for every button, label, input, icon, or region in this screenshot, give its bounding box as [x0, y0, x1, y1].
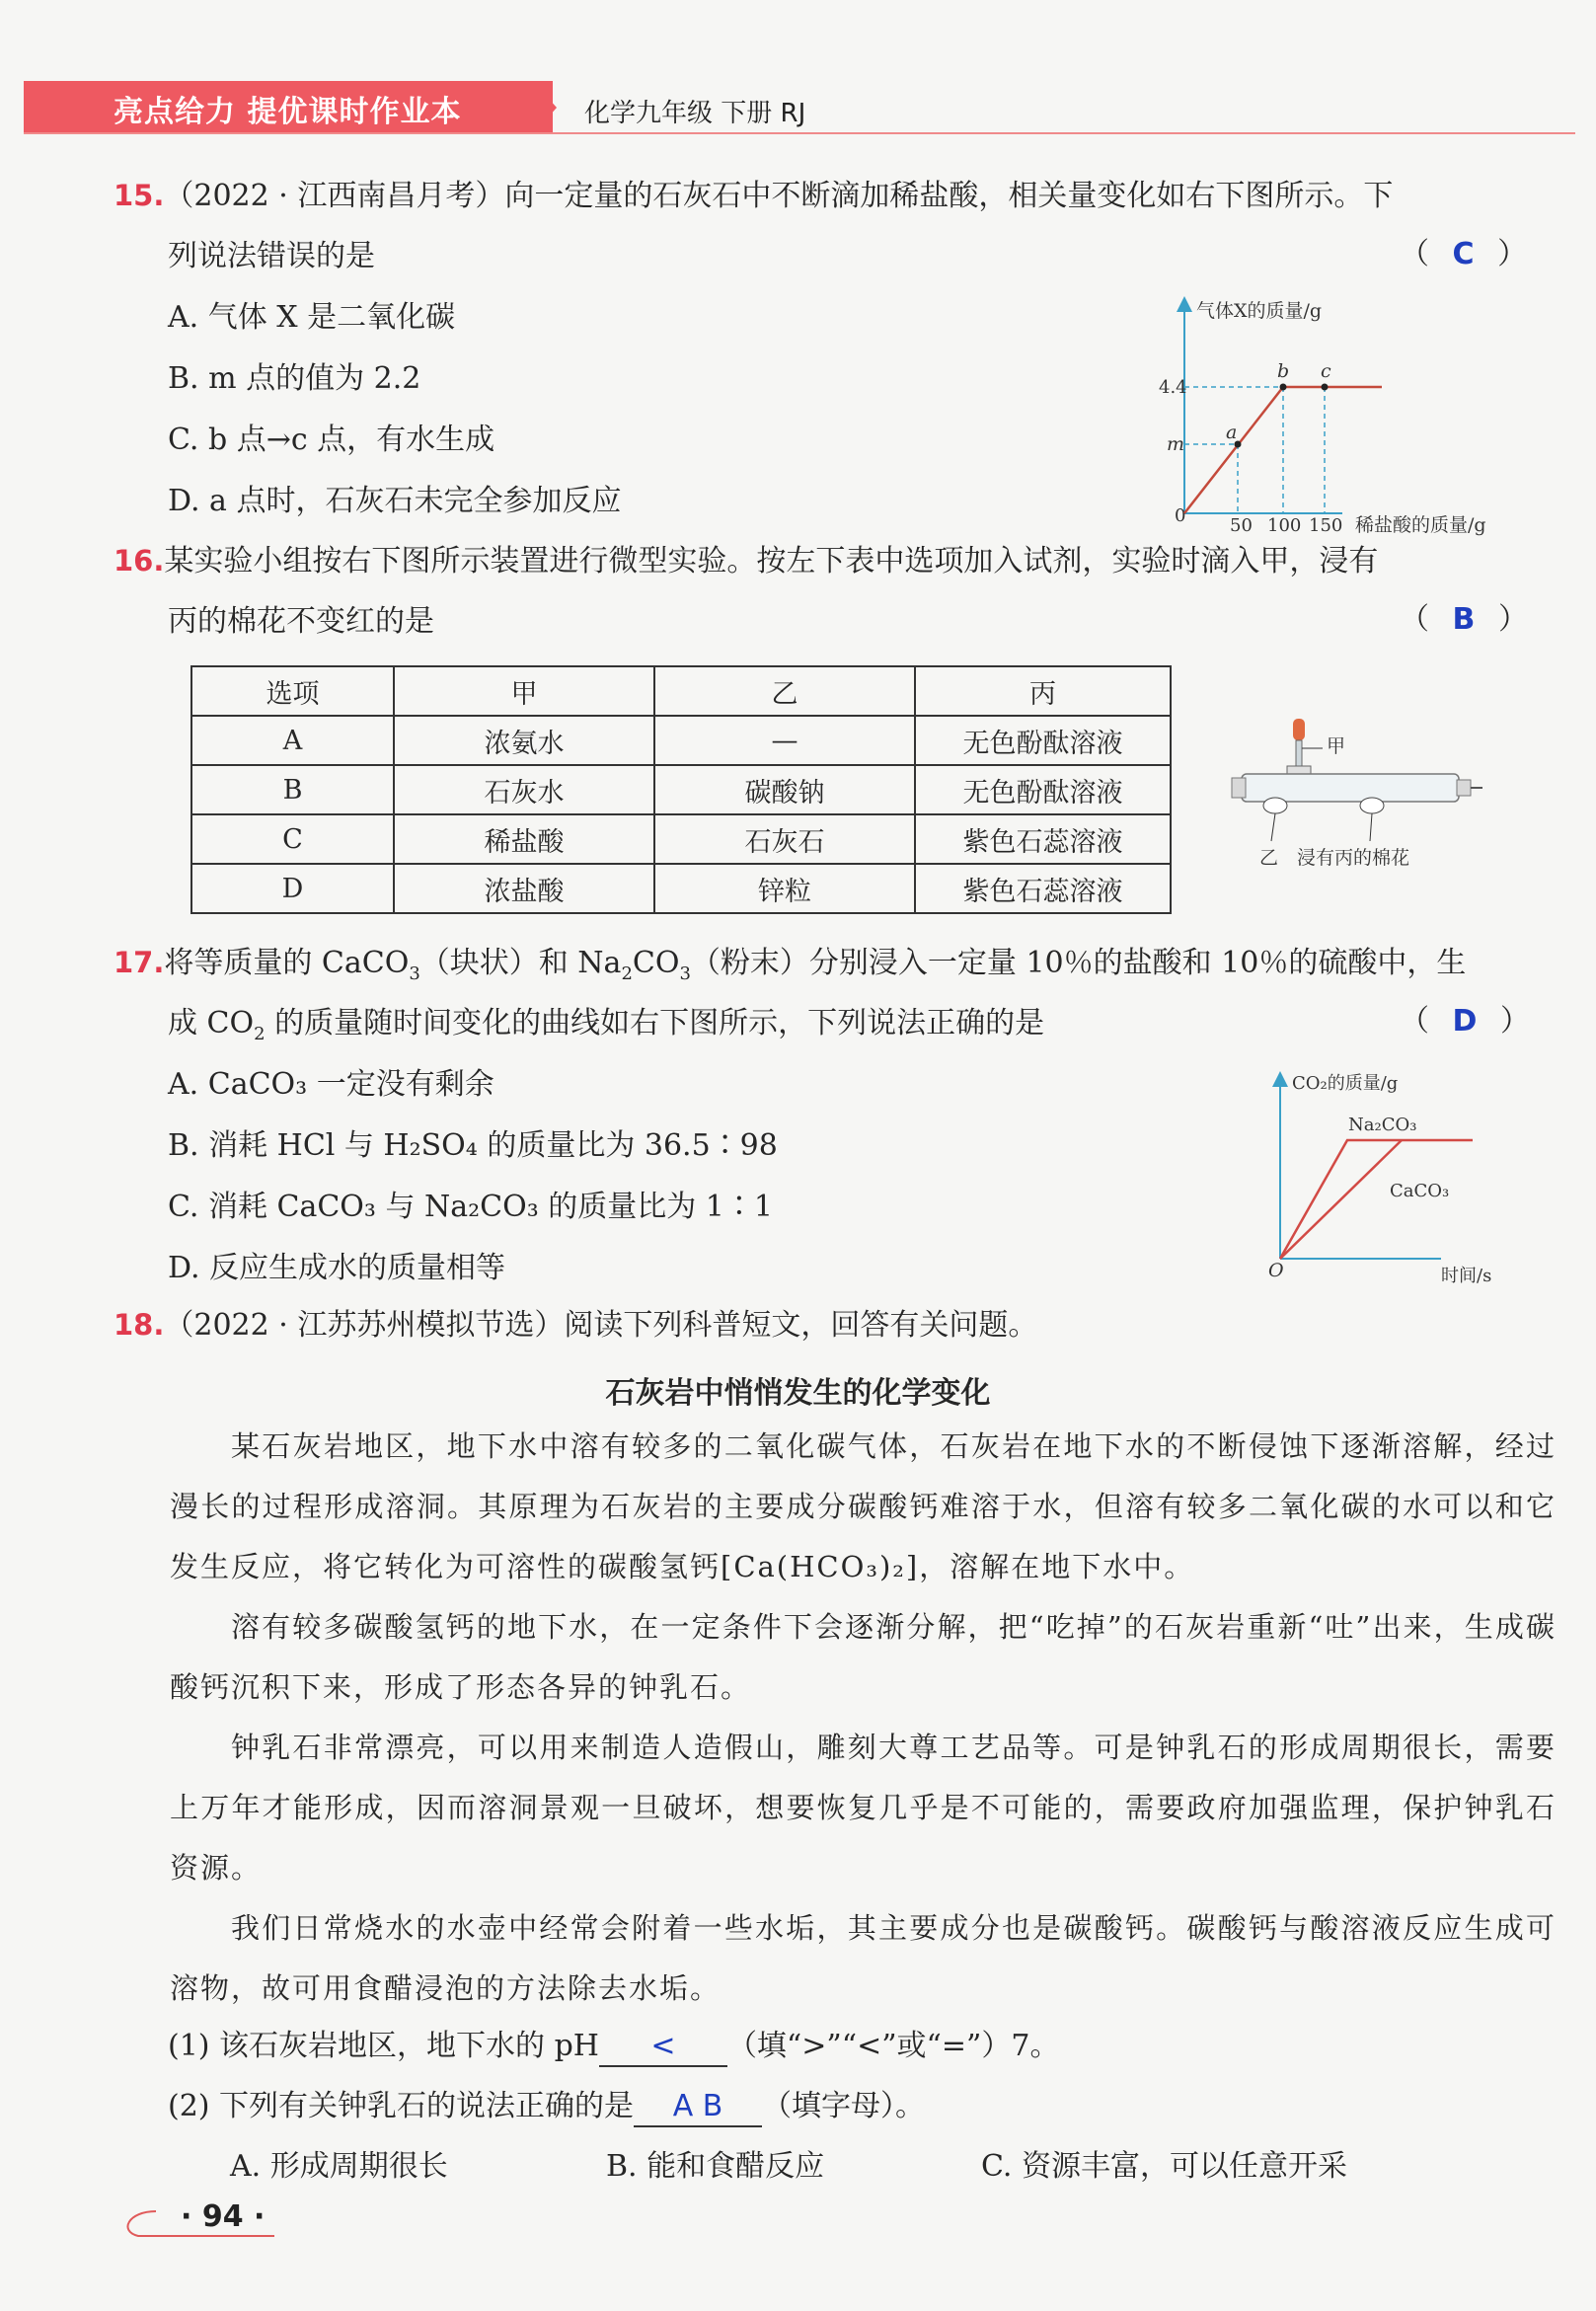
label-yi: 乙 [1259, 847, 1279, 869]
q18-sub2-post: （填字母）。 [762, 2089, 926, 2123]
table-row [191, 765, 1171, 814]
table-cell: — [654, 716, 915, 765]
book-title: 亮点给力 提优课时作业本 [114, 95, 462, 129]
q15-number: 15. [114, 179, 165, 212]
q15-xtick-150: 150 [1309, 515, 1343, 536]
page-number: · 94 · [181, 2199, 266, 2234]
article-paragraph-2: 溶有较多碳酸氢钙的地下水，在一定条件下会逐渐分解，把“吃掉”的石灰岩重新“吐”出来，生成碳酸钙沉积下来，形成了形态各异的钟乳石。 [170, 1610, 1557, 1704]
table-cell: 紫色石蕊溶液 [915, 864, 1171, 913]
header-rule [24, 132, 1575, 134]
q18-stem: （2022 · 江苏苏州模拟节选）阅读下列科普短文，回答有关问题。 [164, 1308, 1038, 1343]
q16-stem1: 某实验小组按右下图所示装置进行微型实验。按左下表中选项加入试剂，实验时滴入甲，浸有 [164, 544, 1379, 578]
yi-bulb [1263, 798, 1287, 813]
label-bing-leader [1370, 813, 1372, 841]
table-cell: 浓盐酸 [394, 864, 654, 913]
q18-sub1-answer: < [599, 2028, 727, 2067]
q17-series-caco3 [1280, 1140, 1402, 1259]
q15-xtick-50: 50 [1230, 515, 1253, 536]
q15-answer: C [1452, 237, 1475, 271]
label-jia: 甲 [1327, 735, 1346, 757]
q15-xtick-0: 0 [1175, 505, 1186, 526]
q18-sub2-option-c: C. 资源丰富，可以任意开采 [981, 2149, 1347, 2184]
table-cell: A [191, 716, 394, 765]
q17-xlabel: 时间/s [1441, 1266, 1492, 1286]
q15-stem1: （2022 · 江西南昌月考）向一定量的石灰石中不断滴加稀盐酸，相关量变化如右下图所示。下 [164, 179, 1394, 213]
cotton [1360, 798, 1384, 813]
q15-point-b [1280, 384, 1287, 391]
q18-sub2-option-a: A. 形成周期很长 [230, 2149, 448, 2184]
q17-answer: D [1452, 1004, 1478, 1039]
table-cell: 无色酚酞溶液 [915, 765, 1171, 814]
table-header-row [191, 666, 1171, 716]
table-cell: B [191, 765, 394, 814]
q15-label-b: b [1277, 360, 1290, 382]
q17-sub3: 3 [679, 963, 691, 984]
q15-ylabel: 气体X的质量/g [1196, 300, 1323, 322]
table-cell: C [191, 814, 394, 864]
q17-stem1-d: （粉末）分别浸入一定量 10％的盐酸和 10％的硫酸中，生 [690, 946, 1467, 980]
q15-xtick-100: 100 [1267, 515, 1302, 536]
book-subtitle: 化学九年级 下册 RJ [584, 99, 806, 128]
q17-chart [1254, 1061, 1520, 1298]
q16-answer-open: （ [1400, 602, 1429, 637]
q15-stem-line1 [114, 176, 1393, 216]
table-header: 甲 [394, 666, 654, 716]
q16-stem-line1 [114, 541, 1378, 581]
q18-number: 18. [114, 1308, 165, 1342]
table-cell: 稀盐酸 [394, 814, 654, 864]
q15-answer-close: ） [1497, 237, 1528, 271]
q17-answer-close: ） [1500, 1004, 1530, 1039]
table-header: 选项 [191, 666, 394, 716]
article-paragraph-4: 我们日常烧水的水壶中经常会附着一些水垢，其主要成分也是碳酸钙。碳酸钙与酸溶液反应生成可溶物，故可用食醋浸泡的方法除去水垢。 [170, 1911, 1557, 2005]
q15-chart [1145, 286, 1520, 543]
header-band-tip [533, 81, 557, 134]
q18-sub2-option-b: B. 能和食醋反应 [606, 2149, 825, 2184]
q17-option-c: C. 消耗 CaCO₃ 与 Na₂CO₃ 的质量比为 1∶1 [168, 1190, 773, 1224]
q16-answer: B [1452, 602, 1476, 637]
q18-sub2 [168, 2087, 925, 2127]
label-yi-leader [1271, 813, 1275, 841]
q16-answer-close: ） [1497, 602, 1528, 637]
table-row [191, 864, 1171, 913]
q17-stem-line2 [168, 1004, 1044, 1054]
table-header: 丙 [915, 666, 1171, 716]
dropper-bulb [1293, 719, 1305, 740]
q15-option-c: C. b 点→c 点，有水生成 [168, 423, 495, 457]
q15-answer-open: （ [1400, 237, 1429, 271]
q17-sub1: 3 [409, 963, 420, 984]
q16-apparatus [1224, 711, 1500, 879]
q17-stem1-b: （块状）和 Na [419, 946, 622, 980]
q18-sub2-pre: (2) 下列有关钟乳石的说法正确的是 [168, 2089, 635, 2123]
q15-label-c: c [1321, 360, 1331, 382]
q17-option-d: D. 反应生成水的质量相等 [168, 1251, 506, 1285]
q15-xlabel: 稀盐酸的质量/g [1355, 514, 1486, 536]
q17-origin: O [1268, 1260, 1284, 1281]
q18-stem-line [114, 1305, 1037, 1346]
q18-sub1 [168, 2027, 1059, 2067]
table-cell: 石灰石 [654, 814, 915, 864]
q17-answer-open: （ [1400, 1004, 1429, 1039]
q15-stem2: 列说法错误的是 [168, 239, 375, 273]
q17-stem2-a: 成 CO [168, 1006, 255, 1040]
table-row [191, 814, 1171, 864]
table-cell: D [191, 864, 394, 913]
table-row [191, 716, 1171, 765]
article-paragraph-3: 钟乳石非常漂亮，可以用来制造人造假山，雕刻大尊工艺品等。可是钟乳石的形成周期很长，需要上万年才能形成，因而溶洞景观一旦破坏，想要恢复几乎是不可能的，需要政府加强监理，保护钟乳石资源。 [170, 1731, 1557, 1885]
q17-option-a: A. CaCO₃ 一定没有剩余 [168, 1067, 494, 1102]
q16-table [190, 665, 1172, 914]
q17-stem1-c: CO [632, 946, 680, 980]
right-end [1457, 780, 1471, 796]
table-cell: 浓氨水 [394, 716, 654, 765]
q15-label-a: a [1226, 422, 1238, 443]
q15-option-b: B. m 点的值为 2.2 [168, 361, 421, 396]
q18-sub2-answer: A B [634, 2088, 762, 2127]
q15-option-a: A. 气体 X 是二氧化碳 [168, 300, 456, 335]
table-cell: 锌粒 [654, 864, 915, 913]
article-title: 石灰岩中悄悄发生的化学变化 [605, 1376, 991, 1411]
q17-stem2-sub: 2 [254, 1024, 266, 1044]
table-header: 乙 [654, 666, 915, 716]
left-end [1232, 778, 1246, 798]
q16-answer-box [1400, 600, 1528, 640]
q17-stem-line1 [114, 943, 1466, 994]
table-cell: 无色酚酞溶液 [915, 716, 1171, 765]
q18-sub1-post: （填“>”“<”或“=”）7。 [726, 2029, 1060, 2063]
q15-answer-box [1400, 235, 1527, 274]
table-cell: 石灰水 [394, 765, 654, 814]
q18-sub1-pre: (1) 该石灰岩地区，地下水的 pH [168, 2029, 599, 2063]
q16-number: 16. [114, 544, 165, 578]
article-body [170, 1417, 1557, 2019]
label-bing: 浸有丙的棉花 [1297, 847, 1410, 869]
q17-ylabel: CO₂的质量/g [1292, 1073, 1399, 1094]
q15-point-c [1322, 384, 1329, 391]
q17-number: 17. [114, 946, 165, 979]
q17-label-na2co3: Na₂CO₃ [1348, 1115, 1417, 1135]
q17-label-caco3: CaCO₃ [1390, 1181, 1450, 1201]
q15-ytick-m: m [1167, 433, 1185, 455]
q17-stem1-a: 将等质量的 CaCO [164, 946, 410, 980]
q17-answer-box [1400, 1002, 1530, 1041]
q15-option-d: D. a 点时，石灰石未完全参加反应 [168, 484, 622, 518]
q16-stem2: 丙的棉花不变红的是 [168, 604, 434, 639]
q17-option-b: B. 消耗 HCl 与 H₂SO₄ 的质量比为 36.5∶98 [168, 1128, 778, 1163]
q15-ytick-44: 4.4 [1159, 377, 1187, 398]
q17-stem2-b: 的质量随时间变化的曲线如右下图所示，下列说法正确的是 [265, 1006, 1045, 1040]
article-paragraph-1: 某石灰岩地区，地下水中溶有较多的二氧化碳气体，石灰岩在地下水的不断侵蚀下逐渐溶解，经过漫长的过程形成溶洞。其原理为石灰岩的主要成分碳酸钙难溶于水，但溶有较多二氧化碳的水可以和它发生反应，将它转化为可溶性的碳酸氢钙[Ca(HCO₃)₂]，溶解在地下水中。 [170, 1429, 1557, 1583]
table-cell: 紫色石蕊溶液 [915, 814, 1171, 864]
q17-sub2: 2 [621, 963, 633, 984]
table-cell: 碳酸钠 [654, 765, 915, 814]
